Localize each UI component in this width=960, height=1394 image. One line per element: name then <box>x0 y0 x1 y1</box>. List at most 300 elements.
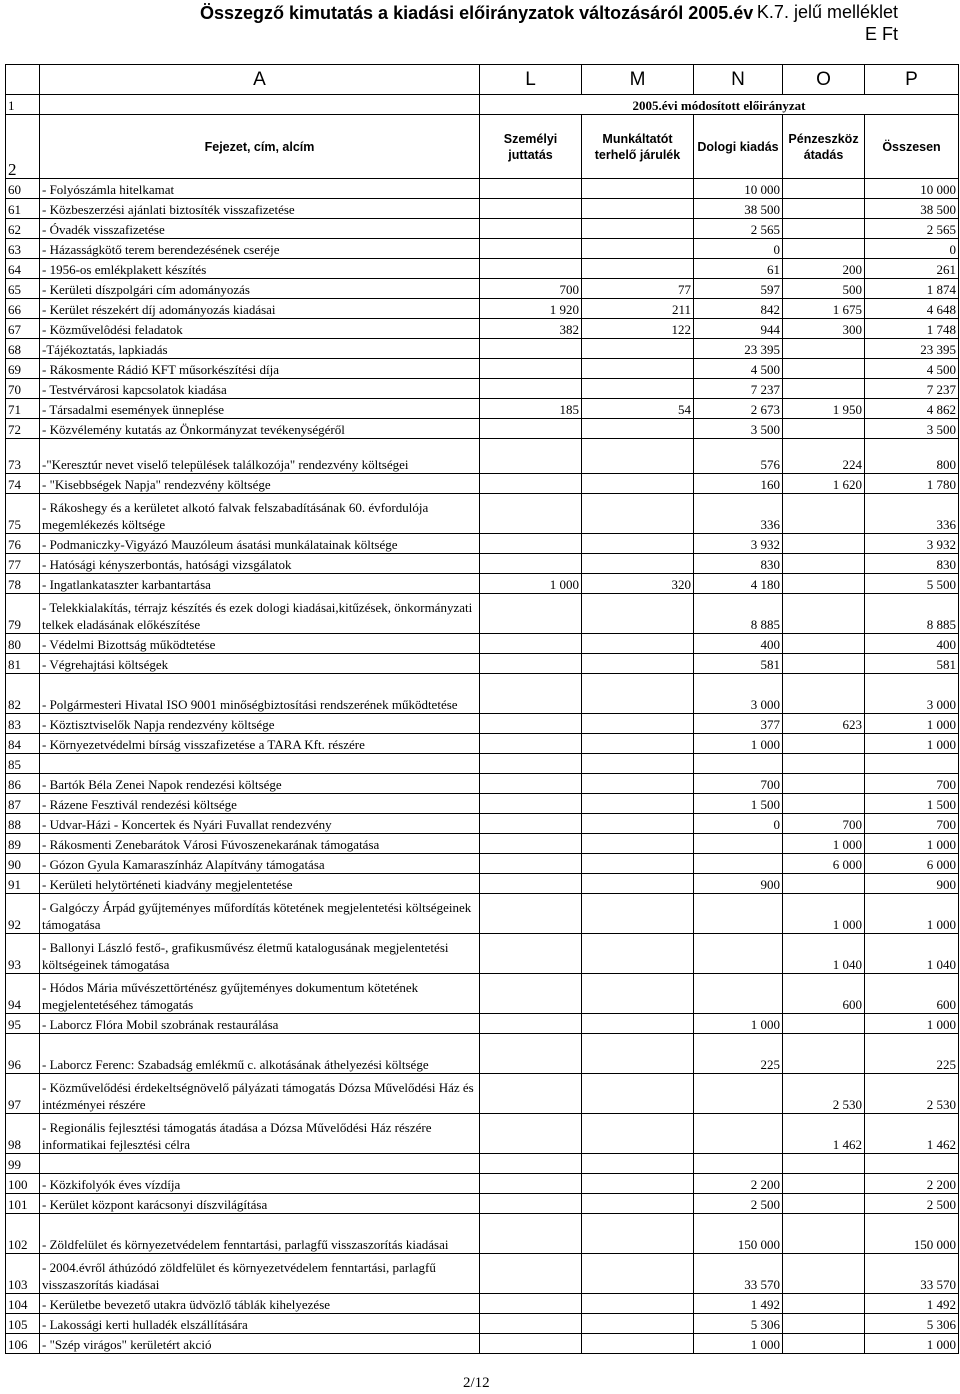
personal-cell <box>480 239 582 259</box>
transfer-cell: 2 530 <box>783 1074 865 1114</box>
contributions-cell <box>582 179 694 199</box>
contributions-cell <box>582 1254 694 1294</box>
contributions-cell <box>582 594 694 634</box>
total-cell: 336 <box>865 494 959 534</box>
contributions-cell: 77 <box>582 279 694 299</box>
total-cell: 10 000 <box>865 179 959 199</box>
contributions-cell <box>582 199 694 219</box>
contributions-cell <box>582 934 694 974</box>
total-cell: 4 500 <box>865 359 959 379</box>
item-name: - "Kisebbségek Napja" rendezvény költsége <box>40 474 480 494</box>
total-cell: 581 <box>865 654 959 674</box>
contributions-cell <box>582 534 694 554</box>
personal-cell: 382 <box>480 319 582 339</box>
row-number: 61 <box>6 199 40 219</box>
column-letter-o: O <box>783 65 865 95</box>
item-name <box>40 754 480 774</box>
table-row <box>6 534 959 554</box>
contributions-cell <box>582 874 694 894</box>
table-row <box>6 634 959 654</box>
table-row <box>6 574 959 594</box>
material-cell: 2 673 <box>694 399 783 419</box>
contributions-cell: 211 <box>582 299 694 319</box>
row-number: 73 <box>6 439 40 474</box>
personal-cell <box>480 1334 582 1354</box>
row-number: 82 <box>6 674 40 714</box>
material-cell: 581 <box>694 654 783 674</box>
personal-cell <box>480 379 582 399</box>
personal-cell <box>480 874 582 894</box>
material-cell: 7 237 <box>694 379 783 399</box>
column-letter-l: L <box>480 65 582 95</box>
table-row <box>6 594 959 634</box>
personal-cell <box>480 794 582 814</box>
row-number: 95 <box>6 1014 40 1034</box>
transfer-cell <box>783 534 865 554</box>
table-row <box>6 794 959 814</box>
material-cell: 10 000 <box>694 179 783 199</box>
material-cell <box>694 934 783 974</box>
transfer-cell: 1 620 <box>783 474 865 494</box>
material-cell: 0 <box>694 239 783 259</box>
item-name: - Kerületi helytörténeti kiadvány megjelentetése <box>40 874 480 894</box>
appropriation-table <box>5 64 959 1354</box>
personal-cell <box>480 554 582 574</box>
material-cell: 2 500 <box>694 1194 783 1214</box>
contributions-cell <box>582 814 694 834</box>
item-name: - Folyószámla hitelkamat <box>40 179 480 199</box>
column-letter-a: A <box>40 65 480 95</box>
transfer-cell <box>783 1314 865 1334</box>
contributions-cell <box>582 259 694 279</box>
item-name: - Kerületbe bevezető utakra üdvözlő táblák kihelyezése <box>40 1294 480 1314</box>
table-row <box>6 1254 959 1294</box>
material-cell: 8 885 <box>694 594 783 634</box>
item-name: - Podmaniczky-Vigyázó Mauzóleum ásatási munkálatainak költsége <box>40 534 480 554</box>
column-header-row <box>6 115 959 179</box>
transfer-cell <box>783 594 865 634</box>
table-row <box>6 974 959 1014</box>
transfer-cell <box>783 874 865 894</box>
transfer-cell: 1 040 <box>783 934 865 974</box>
item-name: - Kerület központ karácsonyi díszvilágítása <box>40 1194 480 1214</box>
total-cell: 1 492 <box>865 1294 959 1314</box>
material-cell: 33 570 <box>694 1254 783 1294</box>
table-row <box>6 554 959 574</box>
contributions-cell: 122 <box>582 319 694 339</box>
item-name: - Végrehajtási költségek <box>40 654 480 674</box>
item-name: - Rázene Fesztivál rendezési költsége <box>40 794 480 814</box>
transfer-cell <box>783 239 865 259</box>
personal-cell <box>480 259 582 279</box>
transfer-cell: 700 <box>783 814 865 834</box>
table-row <box>6 1114 959 1154</box>
material-cell: 3 000 <box>694 674 783 714</box>
table-row <box>6 814 959 834</box>
total-cell: 1 500 <box>865 794 959 814</box>
row-number: 2 <box>6 115 40 179</box>
item-name: - Védelmi Bizottság működtetése <box>40 634 480 654</box>
table-row <box>6 654 959 674</box>
total-cell: 5 306 <box>865 1314 959 1334</box>
row-number: 84 <box>6 734 40 754</box>
total-cell: 5 500 <box>865 574 959 594</box>
item-name: - Hódos Mária művészettörténész gyűjteményes dokumentum kötetének megjelentetéséhez támogatás <box>40 974 480 1014</box>
contributions-cell <box>582 974 694 1014</box>
personal-cell <box>480 634 582 654</box>
total-cell: 4 862 <box>865 399 959 419</box>
table-row <box>6 279 959 299</box>
personal-cell <box>480 179 582 199</box>
row-number: 98 <box>6 1114 40 1154</box>
material-cell: 1 000 <box>694 1014 783 1034</box>
transfer-cell: 6 000 <box>783 854 865 874</box>
contributions-cell <box>582 754 694 774</box>
contributions-cell <box>582 794 694 814</box>
personal-cell <box>480 1294 582 1314</box>
material-cell <box>694 854 783 874</box>
table-row <box>6 714 959 734</box>
personal-cell <box>480 1194 582 1214</box>
personal-cell: 700 <box>480 279 582 299</box>
table-row <box>6 219 959 239</box>
header-transfer: Pénzeszköz átadás <box>783 115 865 179</box>
material-cell: 1 000 <box>694 734 783 754</box>
material-cell: 3 500 <box>694 419 783 439</box>
personal-cell <box>480 1174 582 1194</box>
row-number: 85 <box>6 754 40 774</box>
row-number: 76 <box>6 534 40 554</box>
item-name: - 2004.évről áthúzódó zöldfelület és környezetvédelem fenntartási, parlagfű visszaszorítás kiadásai <box>40 1254 480 1294</box>
personal-cell <box>480 1034 582 1074</box>
total-cell: 700 <box>865 774 959 794</box>
transfer-cell <box>783 734 865 754</box>
header-personal: Személyi juttatás <box>480 115 582 179</box>
contributions-cell <box>582 1014 694 1034</box>
item-name: - Társadalmi események ünneplése <box>40 399 480 419</box>
total-cell: 150 000 <box>865 1214 959 1254</box>
row-number: 87 <box>6 794 40 814</box>
table-row <box>6 399 959 419</box>
item-name: - "Szép virágos" kerületért akció <box>40 1334 480 1354</box>
total-cell: 2 200 <box>865 1174 959 1194</box>
total-cell: 1 000 <box>865 894 959 934</box>
column-letter-row <box>6 65 959 95</box>
transfer-cell <box>783 554 865 574</box>
item-name: - Rákosmente Rádió KFT műsorkészítési díja <box>40 359 480 379</box>
item-name: - Környezetvédelmi bírság visszafizetése a TARA Kft. részére <box>40 734 480 754</box>
contributions-cell <box>582 1294 694 1314</box>
blank-cell <box>40 95 480 115</box>
row-number: 103 <box>6 1254 40 1294</box>
transfer-cell <box>783 1014 865 1034</box>
item-name: - Bartók Béla Zenei Napok rendezési költsége <box>40 774 480 794</box>
contributions-cell <box>582 494 694 534</box>
contributions-cell <box>582 854 694 874</box>
contributions-cell <box>582 379 694 399</box>
contributions-cell <box>582 654 694 674</box>
table-row <box>6 894 959 934</box>
contributions-cell: 320 <box>582 574 694 594</box>
transfer-cell <box>783 654 865 674</box>
contributions-cell <box>582 1074 694 1114</box>
material-cell: 4 180 <box>694 574 783 594</box>
row-number: 74 <box>6 474 40 494</box>
contributions-cell <box>582 1034 694 1074</box>
row-number: 105 <box>6 1314 40 1334</box>
contributions-cell <box>582 1194 694 1214</box>
transfer-cell <box>783 219 865 239</box>
material-cell: 4 500 <box>694 359 783 379</box>
header-material: Dologi kiadás <box>694 115 783 179</box>
row-number: 88 <box>6 814 40 834</box>
row-number: 78 <box>6 574 40 594</box>
row-number: 100 <box>6 1174 40 1194</box>
transfer-cell <box>783 574 865 594</box>
transfer-cell <box>783 634 865 654</box>
total-cell: 38 500 <box>865 199 959 219</box>
contributions-cell <box>582 1114 694 1154</box>
transfer-cell <box>783 1034 865 1074</box>
material-cell <box>694 834 783 854</box>
material-cell: 2 200 <box>694 1174 783 1194</box>
item-name: -Tájékoztatás, lapkiadás <box>40 339 480 359</box>
personal-cell <box>480 199 582 219</box>
table-row <box>6 754 959 774</box>
table-row <box>6 179 959 199</box>
total-cell: 1 000 <box>865 714 959 734</box>
contributions-cell <box>582 359 694 379</box>
column-letter-m: M <box>582 65 694 95</box>
total-cell: 7 237 <box>865 379 959 399</box>
column-letter-p: P <box>865 65 959 95</box>
row-number: 65 <box>6 279 40 299</box>
table-row <box>6 199 959 219</box>
row-number: 67 <box>6 319 40 339</box>
total-cell: 4 648 <box>865 299 959 319</box>
contributions-cell <box>582 734 694 754</box>
table-row <box>6 474 959 494</box>
personal-cell <box>480 419 582 439</box>
page-number: 2/12 <box>463 1375 490 1391</box>
contributions-cell: 54 <box>582 399 694 419</box>
item-name: - Laborcz Ferenc: Szabadság emlékmű c. alkotásának áthelyezési költsége <box>40 1034 480 1074</box>
item-name: - Regionális fejlesztési támogatás átadása a Dózsa Művelődési Ház részére informatikai fejlesztési célra <box>40 1114 480 1154</box>
item-name: - Testvérvárosi kapcsolatok kiadása <box>40 379 480 399</box>
row-number: 104 <box>6 1294 40 1314</box>
header-contributions: Munkáltatót terhelő járulék <box>582 115 694 179</box>
transfer-cell: 1 000 <box>783 894 865 934</box>
table-row <box>6 774 959 794</box>
item-name: - Ballonyi László festő-, grafikusművész életmű katalogusának megjelentetési költségeinek támogatása <box>40 934 480 974</box>
personal-cell <box>480 814 582 834</box>
item-name: - Gózon Gyula Kamaraszínház Alapítvány támogatása <box>40 854 480 874</box>
item-name: - Polgármesteri Hivatal ISO 9001 minőségbiztosítási rendszerének működtetése <box>40 674 480 714</box>
table-row <box>6 319 959 339</box>
row-number: 64 <box>6 259 40 279</box>
row-number: 79 <box>6 594 40 634</box>
total-cell: 225 <box>865 1034 959 1074</box>
row-number: 89 <box>6 834 40 854</box>
transfer-cell <box>783 674 865 714</box>
table-row <box>6 494 959 534</box>
row-number: 92 <box>6 894 40 934</box>
row-number: 97 <box>6 1074 40 1114</box>
contributions-cell <box>582 634 694 654</box>
table-row <box>6 834 959 854</box>
material-cell: 597 <box>694 279 783 299</box>
personal-cell <box>480 1254 582 1294</box>
row-number: 93 <box>6 934 40 974</box>
item-name: - Udvar-Házi - Koncertek és Nyári Fuvallat rendezvény <box>40 814 480 834</box>
personal-cell: 1 920 <box>480 299 582 319</box>
contributions-cell <box>582 339 694 359</box>
row-number: 106 <box>6 1334 40 1354</box>
row-number: 91 <box>6 874 40 894</box>
table-row <box>6 1154 959 1174</box>
personal-cell <box>480 854 582 874</box>
table-row <box>6 1314 959 1334</box>
transfer-cell <box>783 1194 865 1214</box>
material-cell: 3 932 <box>694 534 783 554</box>
total-cell: 23 395 <box>865 339 959 359</box>
material-cell <box>694 1114 783 1154</box>
total-cell: 700 <box>865 814 959 834</box>
personal-cell <box>480 359 582 379</box>
row-number: 68 <box>6 339 40 359</box>
total-cell: 900 <box>865 874 959 894</box>
item-name: - Kerület részekért díj adományozás kiadásai <box>40 299 480 319</box>
material-cell: 160 <box>694 474 783 494</box>
row-number <box>6 65 40 95</box>
transfer-cell <box>783 794 865 814</box>
personal-cell <box>480 1214 582 1254</box>
table-row <box>6 934 959 974</box>
material-cell <box>694 1074 783 1114</box>
row-number: 81 <box>6 654 40 674</box>
total-cell: 1 780 <box>865 474 959 494</box>
table-row <box>6 1294 959 1314</box>
table-row <box>6 874 959 894</box>
total-cell: 261 <box>865 259 959 279</box>
item-name: - Közművelôdési feladatok <box>40 319 480 339</box>
table-row <box>6 1034 959 1074</box>
total-cell: 2 530 <box>865 1074 959 1114</box>
material-cell: 944 <box>694 319 783 339</box>
transfer-cell: 623 <box>783 714 865 734</box>
contributions-cell <box>582 714 694 734</box>
contributions-cell <box>582 419 694 439</box>
personal-cell <box>480 734 582 754</box>
row-number: 102 <box>6 1214 40 1254</box>
transfer-cell <box>783 774 865 794</box>
total-cell: 1 748 <box>865 319 959 339</box>
material-cell: 576 <box>694 439 783 474</box>
transfer-cell: 1 950 <box>783 399 865 419</box>
item-name: - Rákoshegy és a kerületet alkotó falvak felszabadításának 60. évfordulója megemlékezés költsége <box>40 494 480 534</box>
personal-cell: 185 <box>480 399 582 419</box>
material-cell: 336 <box>694 494 783 534</box>
material-cell: 900 <box>694 874 783 894</box>
material-cell: 2 565 <box>694 219 783 239</box>
transfer-cell: 1 675 <box>783 299 865 319</box>
table-row <box>6 1014 959 1034</box>
row-number: 101 <box>6 1194 40 1214</box>
transfer-cell: 200 <box>783 259 865 279</box>
material-cell: 23 395 <box>694 339 783 359</box>
transfer-cell <box>783 494 865 534</box>
item-name: - Közvélemény kutatás az Önkormányzat tevékenységéről <box>40 419 480 439</box>
item-name: - Telekkialakítás, térrajz készítés és ezek dologi kiadásai,kitűzések, önkormányzati telkek eladásának előkészítése <box>40 594 480 634</box>
transfer-cell: 1 000 <box>783 834 865 854</box>
personal-cell <box>480 654 582 674</box>
item-name: - Lakossági kerti hulladék elszállítására <box>40 1314 480 1334</box>
contributions-cell <box>582 834 694 854</box>
total-cell: 3 000 <box>865 674 959 714</box>
row-number: 99 <box>6 1154 40 1174</box>
document-title: Összegző kimutatás a kiadási előirányzatok változásáról 2005.év <box>200 3 754 23</box>
personal-cell: 1 000 <box>480 574 582 594</box>
material-cell: 1 500 <box>694 794 783 814</box>
total-cell: 1 000 <box>865 1014 959 1034</box>
material-cell: 700 <box>694 774 783 794</box>
item-name: - 1956-os emlékplakett készítés <box>40 259 480 279</box>
transfer-cell <box>783 419 865 439</box>
material-cell <box>694 974 783 1014</box>
header-total: Összesen <box>865 115 959 179</box>
contributions-cell <box>582 774 694 794</box>
row-number: 77 <box>6 554 40 574</box>
transfer-cell: 224 <box>783 439 865 474</box>
row-number: 60 <box>6 179 40 199</box>
material-cell <box>694 894 783 934</box>
transfer-cell <box>783 1294 865 1314</box>
item-name: - Házasságkötő terem berendezésének cseréje <box>40 239 480 259</box>
item-name: - Rákosmenti Zenebarátok Városi Fúvoszenekarának támogatása <box>40 834 480 854</box>
transfer-cell <box>783 379 865 399</box>
column-letter-n: N <box>694 65 783 95</box>
personal-cell <box>480 339 582 359</box>
personal-cell <box>480 1114 582 1154</box>
total-cell <box>865 754 959 774</box>
contributions-cell <box>582 554 694 574</box>
material-cell <box>694 1154 783 1174</box>
total-cell: 0 <box>865 239 959 259</box>
transfer-cell <box>783 1334 865 1354</box>
contributions-cell <box>582 219 694 239</box>
item-name: - Ingatlankataszter karbantartása <box>40 574 480 594</box>
contributions-cell <box>582 1174 694 1194</box>
personal-cell <box>480 494 582 534</box>
transfer-cell <box>783 199 865 219</box>
row-number: 86 <box>6 774 40 794</box>
transfer-cell <box>783 359 865 379</box>
material-cell: 150 000 <box>694 1214 783 1254</box>
table-row <box>6 299 959 319</box>
total-cell: 1 000 <box>865 834 959 854</box>
transfer-cell <box>783 754 865 774</box>
row-number: 90 <box>6 854 40 874</box>
transfer-cell <box>783 339 865 359</box>
item-name: - Közbeszerzési ajánlati biztosíték visszafizetése <box>40 199 480 219</box>
item-name: - Zöldfelület és környezetvédelem fenntartási, parlagfű visszaszorítás kiadásai <box>40 1214 480 1254</box>
personal-cell <box>480 594 582 634</box>
contributions-cell <box>582 439 694 474</box>
row-number: 83 <box>6 714 40 734</box>
material-cell: 842 <box>694 299 783 319</box>
transfer-cell <box>783 1154 865 1174</box>
year-row <box>6 95 959 115</box>
